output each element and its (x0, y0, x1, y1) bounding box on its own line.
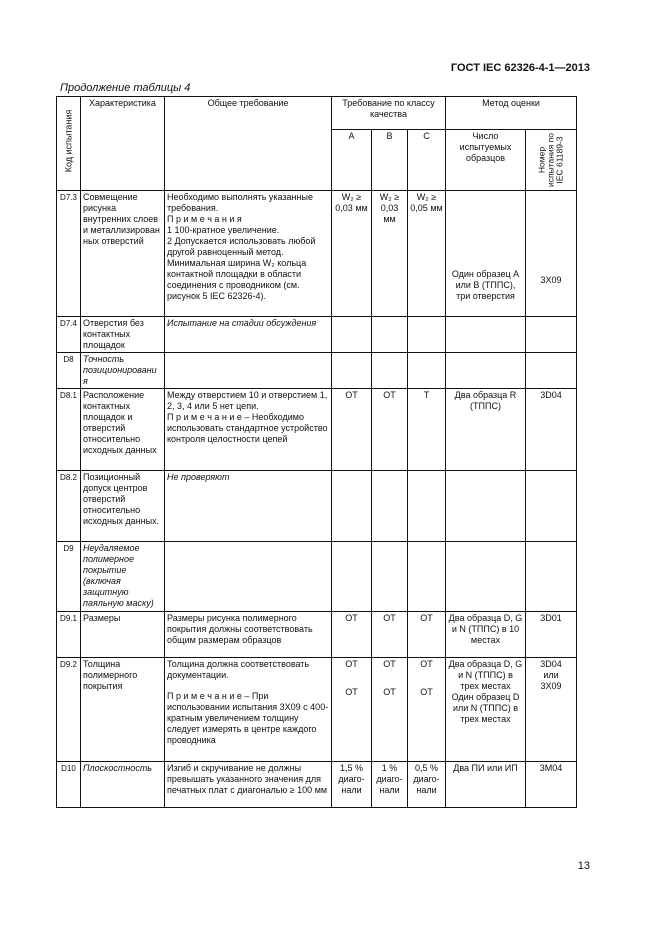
page-number: 13 (577, 860, 590, 872)
col-requirement-header: Общее требование (165, 97, 332, 191)
class-c-value: ОТ (420, 659, 433, 669)
row-code: D9 (57, 542, 81, 612)
row-class-c: 0,5 % диаго-нали (408, 762, 446, 808)
col-test-header (526, 130, 577, 191)
row-class-b: ОТ (372, 389, 408, 471)
col-class-c: C (408, 130, 446, 191)
row-characteristic: Точность позиционировани я (81, 353, 165, 389)
row-code: D8.2 (57, 471, 81, 542)
col-test-label: Номер испытания по IEC 61189-3 (536, 133, 565, 187)
col-samples-header: Число испытуемых образцов (446, 130, 526, 191)
row-requirement: Размеры рисунка полимерного покрытия должны соответствовать общим размерам образцов (165, 612, 332, 658)
table-row (57, 317, 577, 353)
row-characteristic: Размеры (81, 612, 165, 658)
standard-designation: ГОСТ IEC 62326-4-1—2013 (450, 62, 590, 74)
row-samples: Два образца D, G и N (ТППС) в 10 местах (446, 612, 526, 658)
row-samples (446, 658, 526, 762)
row-samples: Два ПИ или ИП (446, 762, 526, 808)
table-caption: Продолжение таблицы 4 (60, 82, 191, 94)
row-class-c: ОТ (408, 612, 446, 658)
row-class-a: ОТ (332, 612, 372, 658)
requirement-line: П р и м е ч а н и е – При использовании испытания 3X09 с 400-кратным увеличением толщину следует измерять в центре каждого проводника (167, 691, 329, 745)
class-c-value: ОТ (420, 687, 433, 697)
row-class-b: ОТ (372, 612, 408, 658)
test-value: 3D04 (540, 659, 562, 669)
row-characteristic: Позиционный допуск центров отверстий относительно исходных данных. (81, 471, 165, 542)
table-row (57, 471, 577, 542)
requirements-table (56, 96, 577, 808)
table-row (57, 353, 577, 389)
row-requirement (165, 658, 332, 762)
col-class-a: А (332, 130, 372, 191)
col-class-b: B (372, 130, 408, 191)
col-code-label: Код испытания (63, 109, 73, 173)
row-characteristic: Совмещение рисунка внутренних слоев и металлизирован ных отверстий (81, 191, 165, 317)
test-value: 3X09 (540, 681, 562, 691)
class-b-value: ОТ (383, 659, 396, 669)
samples-value: Один образец D или N (ТППС) в трех местах (451, 692, 520, 724)
row-class-b: 1 % диаго-нали (372, 762, 408, 808)
row-class-a: W₂ ≥ 0,03 мм (332, 191, 372, 317)
row-class-a (332, 658, 372, 762)
row-class-a: ОТ (332, 389, 372, 471)
table-row (57, 612, 577, 658)
row-test: 3M04 (526, 762, 577, 808)
row-characteristic: Плоскостность (81, 762, 165, 808)
requirement-line: Необходимо выполнять указанные требования. (167, 192, 313, 213)
col-code-header (57, 97, 81, 191)
row-code: D7.3 (57, 191, 81, 317)
row-test: 3D01 (526, 612, 577, 658)
requirement-line: Минимальная ширина W₂ кольца контактной площадки в области соединения с проводником (см. рисунок 5 IEC 62326-4). (167, 258, 307, 301)
row-class-a: 1,5 % диаго-нали (332, 762, 372, 808)
row-class-c (408, 658, 446, 762)
samples-value: Два образца D, G и N (ТППС) в трех местах (448, 659, 523, 691)
row-code: D8.1 (57, 389, 81, 471)
row-samples: Один образец A или B (ТППС), три отверстия (446, 191, 526, 317)
row-class-c: Т (408, 389, 446, 471)
requirement-line: Толщина должна соответствовать документации. (167, 659, 310, 680)
table-row (57, 542, 577, 612)
table-row (57, 389, 577, 471)
requirement-line: П р и м е ч а н и е – Необходимо использовать стандартное устройство контроля целостности цепей (167, 412, 328, 444)
col-method-header: Метод оценки (446, 97, 577, 130)
row-class-b (372, 658, 408, 762)
requirement-line: 2 Допускается использовать любой другой равноценный метод. (167, 236, 316, 257)
row-class-c: W₂ ≥ 0,05 мм (408, 191, 446, 317)
row-test: 3X09 (526, 191, 577, 317)
table-row (57, 191, 577, 317)
row-requirement: Не проверяют (165, 471, 332, 542)
table-row (57, 658, 577, 762)
row-class-b: W₂ ≥ 0,03 мм (372, 191, 408, 317)
row-characteristic: Расположение контактных площадок и отверстий относительно исходных данных (81, 389, 165, 471)
row-code: D9.1 (57, 612, 81, 658)
row-characteristic: Неудаляемое полимерное покрытие (включая защитную паяльную маску) (81, 542, 165, 612)
header-row-1 (57, 97, 577, 130)
row-code: D10 (57, 762, 81, 808)
row-requirement: Изгиб и скручивание не должны превышать указанного значения для печатных плат с диагональю ≥ 100 мм (165, 762, 332, 808)
row-characteristic: Толщина полимерного покрытия (81, 658, 165, 762)
table-row (57, 762, 577, 808)
test-or: или (543, 670, 559, 680)
class-b-value: ОТ (383, 687, 396, 697)
requirement-line: Между отверстием 10 и отверстием 1, 2, 3, 4 или 5 нет цепи. (167, 390, 328, 411)
requirement-line: П р и м е ч а н и я (167, 214, 242, 224)
row-code: D8 (57, 353, 81, 389)
row-requirement: Испытание на стадии обсуждения (165, 317, 332, 353)
row-code: D9.2 (57, 658, 81, 762)
col-class-header: Требование по классу качества (332, 97, 446, 130)
row-test: 3D04 (526, 389, 577, 471)
row-requirement (165, 191, 332, 317)
class-a-value: ОТ (345, 659, 358, 669)
row-characteristic: Отверстия без контактных площадок (81, 317, 165, 353)
class-a-value: ОТ (345, 687, 358, 697)
row-test (526, 658, 577, 762)
row-requirement (165, 389, 332, 471)
row-code: D7.4 (57, 317, 81, 353)
requirement-line: 1 100-кратное увеличение. (167, 225, 280, 235)
row-samples: Два образца R (ТППС) (446, 389, 526, 471)
col-characteristic-header: Характеристика (81, 97, 165, 191)
